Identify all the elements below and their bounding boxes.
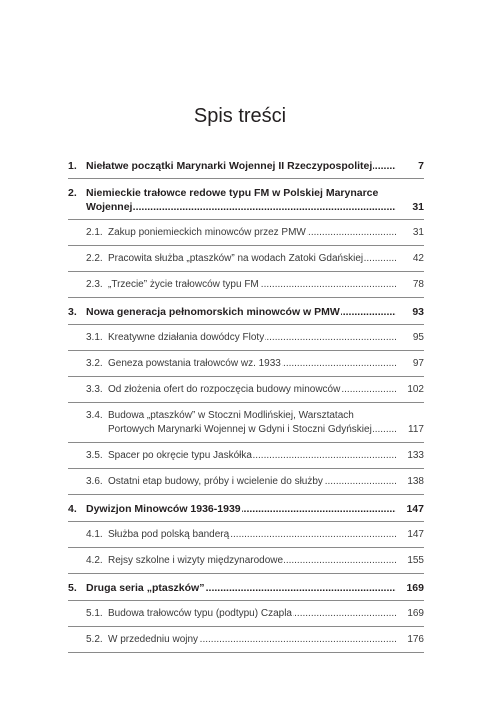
entry-number: 1.: [68, 160, 77, 172]
entry-title: Druga seria „ptaszków”: [86, 582, 205, 594]
toc-chapter-entry[interactable]: [68, 574, 424, 601]
entry-title: Dywizjon Minowców 1936-1939: [86, 503, 241, 515]
entry-number: 2.1.: [86, 227, 103, 238]
entry-title: Niemieckie trałowce redowe typu FM w Polskiej Marynarce: [86, 187, 379, 199]
toc-section-entry[interactable]: [68, 272, 424, 298]
entry-page-number: 97: [412, 358, 424, 369]
entry-title: Zakup poniemieckich minowców przez PMW: [108, 227, 306, 238]
entry-number: 2.2.: [86, 253, 103, 264]
entry-number: 3.3.: [86, 384, 103, 395]
entry-title: Geneza powstania trałowców wz. 1933: [108, 358, 281, 369]
entry-number: 3.6.: [86, 476, 103, 487]
entry-page-number: 155: [407, 555, 424, 566]
toc-section-entry[interactable]: [68, 522, 424, 548]
entry-title: Rejsy szkolne i wizyty międzynarodowe: [108, 555, 284, 566]
toc-section-entry[interactable]: [68, 325, 424, 351]
entry-page-number: 169: [407, 608, 424, 619]
entry-page-number: 31: [412, 227, 424, 238]
entry-title: Niełatwe początki Marynarki Wojennej II Rzeczypospolitej: [86, 160, 373, 172]
entry-page-number: 176: [407, 634, 424, 645]
entry-title: Portowych Marynarki Wojennej w Gdyni i Stoczni Gdyńskiej: [108, 424, 372, 435]
entry-page-number: 147: [407, 529, 424, 540]
entry-page-number: 133: [407, 450, 424, 461]
toc-section-entry[interactable]: [68, 377, 424, 403]
entry-page-number: 169: [406, 582, 424, 594]
entry-title: Budowa trałowców typu (podtypu) Czapla: [108, 608, 292, 619]
toc-chapter-entry[interactable]: [68, 495, 424, 522]
toc-section-entry[interactable]: [68, 403, 424, 443]
entry-title: „Trzecie” życie trałowców typu FM: [108, 279, 259, 290]
toc-section-entry[interactable]: [68, 351, 424, 377]
entry-title: Nowa generacja pełnomorskich minowców w PMW: [86, 306, 340, 318]
toc-section-entry[interactable]: [68, 443, 424, 469]
toc-chapter-entry[interactable]: [68, 298, 424, 325]
table-of-contents: [68, 152, 424, 653]
entry-page-number: 93: [412, 306, 424, 318]
entry-page-number: 138: [407, 476, 424, 487]
entry-title: W przededniu wojny: [108, 634, 199, 645]
entry-number: 3.: [68, 306, 77, 318]
entry-title: Pracowita służba „ptaszków” na wodach Zatoki Gdańskiej: [108, 253, 364, 264]
toc-chapter-entry[interactable]: [68, 179, 424, 220]
entry-number: 3.4.: [86, 410, 103, 421]
toc-section-entry[interactable]: [68, 601, 424, 627]
entry-title: Ostatni etap budowy, próby i wcielenie do służby: [108, 476, 323, 487]
entry-number: 2.3.: [86, 279, 103, 290]
entry-page-number: 95: [412, 332, 424, 343]
entry-title: Budowa „ptaszków” w Stoczni Modlińskiej, Warsztatach: [108, 410, 354, 421]
entry-number: 5.1.: [86, 608, 103, 619]
entry-title: Spacer po okręcie typu Jaskółka: [108, 450, 252, 461]
entry-title: Wojennej: [86, 201, 133, 213]
entry-page-number: 42: [412, 253, 424, 264]
entry-title: Kreatywne działania dowódcy Floty: [108, 332, 265, 343]
entry-page-number: 117: [408, 424, 424, 435]
entry-number: 3.5.: [86, 450, 103, 461]
toc-section-entry[interactable]: [68, 627, 424, 653]
entry-number: 5.2.: [86, 634, 103, 645]
toc-chapter-entry[interactable]: [68, 152, 424, 179]
toc-section-entry[interactable]: [68, 220, 424, 246]
entry-number: 4.: [68, 503, 77, 515]
entry-number: 2.: [68, 187, 77, 199]
entry-page-number: 78: [412, 279, 424, 290]
entry-page-number: 7: [418, 160, 424, 172]
entry-page-number: 147: [406, 503, 424, 515]
entry-page-number: 31: [412, 201, 424, 213]
entry-number: 4.2.: [86, 555, 103, 566]
entry-number: 5.: [68, 582, 77, 594]
toc-section-entry[interactable]: [68, 548, 424, 574]
toc-section-entry[interactable]: [68, 469, 424, 495]
entry-page-number: 102: [407, 384, 424, 395]
entry-number: 3.1.: [86, 332, 103, 343]
entry-title: Służba pod polską banderą: [108, 529, 230, 540]
entry-number: 4.1.: [86, 529, 103, 540]
entry-number: 3.2.: [86, 358, 103, 369]
toc-section-entry[interactable]: [68, 246, 424, 272]
page-title: Spis treści: [193, 105, 287, 128]
entry-title: Od złożenia ofert do rozpoczęcia budowy minowców: [108, 384, 341, 395]
